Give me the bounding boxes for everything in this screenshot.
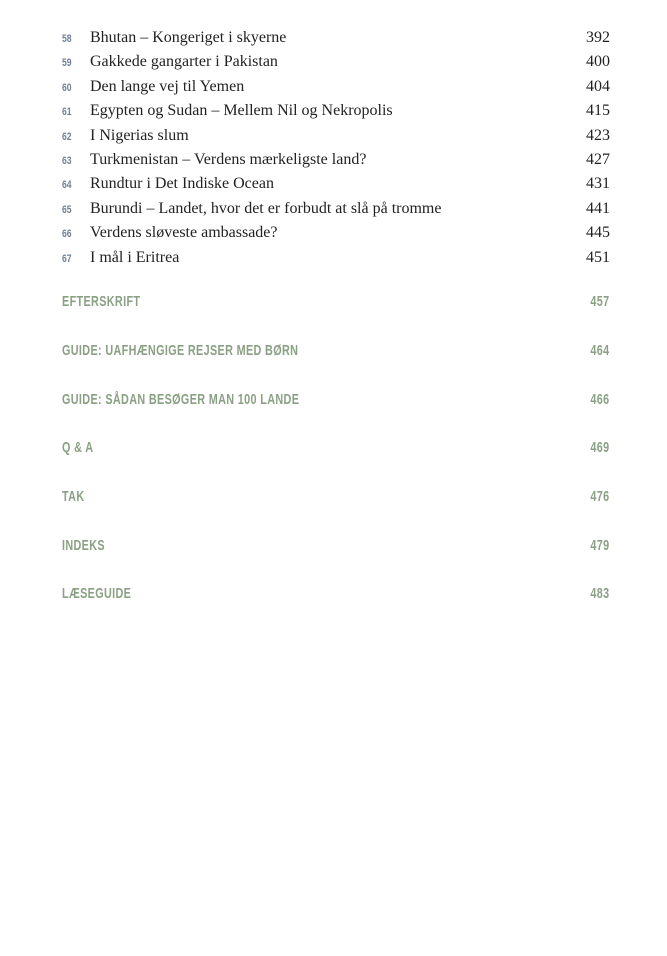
chapter-title: Egypten og Sudan – Mellem Nil og Nekropolis: [90, 102, 393, 120]
section-title: GUIDE: UAFHÆNGIGE REJSER MED BØRN: [62, 342, 299, 359]
chapter-number: 64: [62, 179, 72, 192]
chapter-title: Turkmenistan – Verdens mærkeligste land?: [90, 150, 367, 168]
section-page: 464: [590, 342, 610, 359]
toc-chapter-row[interactable]: [62, 172, 610, 196]
toc-chapter-row[interactable]: [62, 75, 610, 99]
toc-chapter-row[interactable]: [62, 124, 610, 148]
chapter-title: Rundtur i Det Indiske Ocean: [90, 175, 274, 193]
chapter-number: 61: [62, 106, 72, 119]
toc-section-q-and-a[interactable]: [62, 439, 610, 456]
section-title: LÆSEGUIDE: [62, 585, 132, 602]
chapter-title: Verdens sløveste ambassade?: [90, 224, 278, 242]
toc-chapter-row[interactable]: [62, 50, 610, 74]
chapter-number: 62: [62, 130, 72, 143]
section-title: TAK: [62, 488, 85, 505]
section-title: Q & A: [62, 439, 94, 456]
toc-chapter-row[interactable]: [62, 148, 610, 172]
toc-chapter-row[interactable]: [62, 197, 610, 221]
chapter-page: 431: [586, 175, 610, 193]
toc-chapter-row[interactable]: [62, 99, 610, 123]
chapter-title: I Nigerias slum: [90, 126, 189, 144]
chapter-number: 66: [62, 228, 72, 241]
chapter-number: 59: [62, 57, 72, 70]
chapter-page: 415: [586, 102, 610, 120]
toc-chapter-row[interactable]: [62, 246, 610, 270]
chapter-title: Den lange vej til Yemen: [90, 77, 245, 95]
toc-section-indeks[interactable]: [62, 537, 610, 554]
toc-chapter-list: [62, 26, 610, 270]
section-page: 476: [590, 488, 610, 505]
chapter-number: 65: [62, 203, 72, 216]
chapter-number: 63: [62, 154, 72, 167]
section-page: 469: [590, 439, 610, 456]
chapter-page: 392: [586, 29, 610, 46]
toc-section-guide-100-lande[interactable]: [62, 391, 610, 408]
chapter-page: 451: [586, 248, 610, 266]
chapter-page: 400: [586, 53, 610, 71]
chapter-number: 60: [62, 81, 72, 94]
section-title: EFTERSKRIFT: [62, 293, 141, 310]
chapter-title: Burundi – Landet, hvor det er forbudt at slå på tromme: [90, 199, 442, 217]
toc-section-laeseguide[interactable]: [62, 585, 610, 602]
chapter-page: 404: [586, 77, 610, 95]
chapter-number: 67: [62, 252, 72, 265]
section-title: INDEKS: [62, 537, 105, 554]
toc-section-guide-boern[interactable]: [62, 342, 610, 359]
section-page: 466: [590, 391, 610, 408]
section-page: 483: [590, 585, 610, 602]
toc-section-tak[interactable]: [62, 488, 610, 505]
chapter-title: Gakkede gangarter i Pakistan: [90, 53, 278, 71]
chapter-page: 427: [586, 150, 610, 168]
chapter-page: 423: [586, 126, 610, 144]
toc-section-efterskrift[interactable]: [62, 293, 610, 310]
toc-chapter-row[interactable]: [62, 221, 610, 245]
chapter-page: 441: [586, 199, 610, 217]
section-page: 457: [590, 293, 610, 310]
toc-chapter-row[interactable]: [62, 26, 610, 50]
section-title: GUIDE: SÅDAN BESØGER MAN 100 LANDE: [62, 391, 300, 408]
chapter-title: I mål i Eritrea: [90, 248, 180, 266]
chapter-number: 58: [62, 33, 72, 45]
chapter-title: Bhutan – Kongeriget i skyerne: [90, 29, 287, 46]
chapter-page: 445: [586, 224, 610, 242]
section-page: 479: [590, 537, 610, 554]
